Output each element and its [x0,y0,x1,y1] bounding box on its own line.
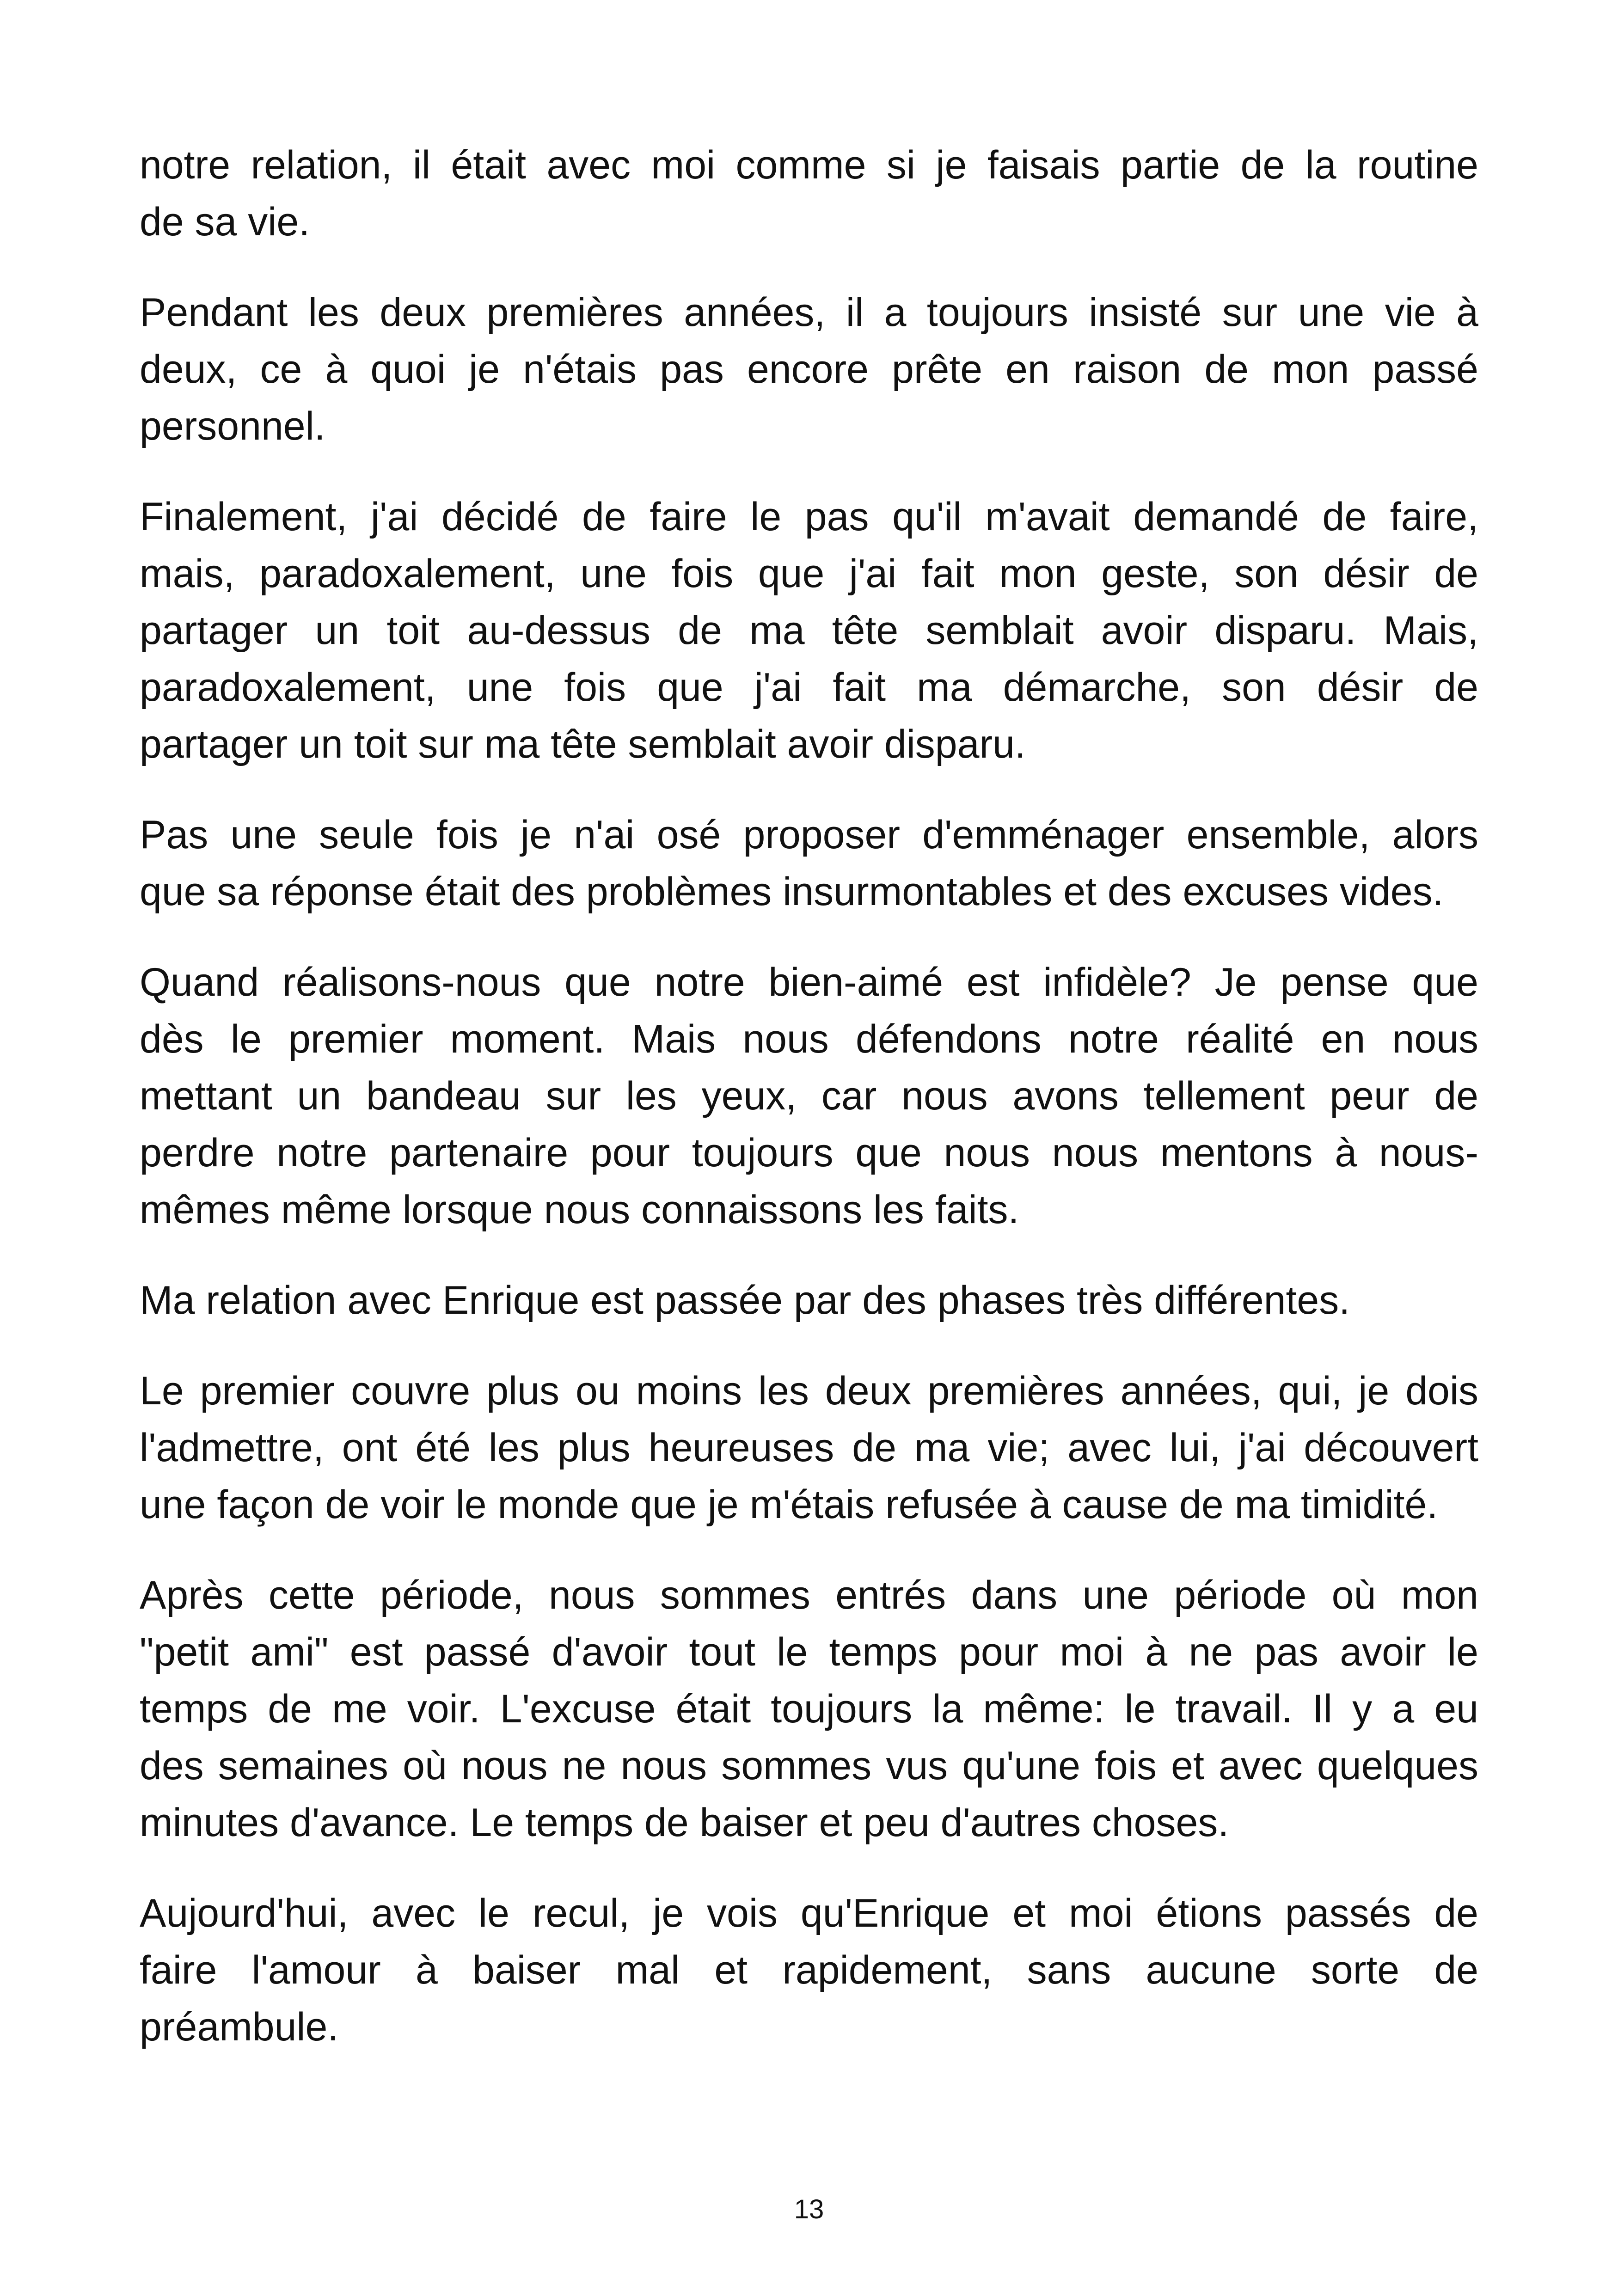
text-line: Pas une seule fois je n'ai osé proposer d'emménager ensemble, alors [140,813,1478,857]
text-line: l'admettre, ont été les plus heureuses de ma vie; avec lui, j'ai découvert [140,1426,1478,1470]
text-line: minutes d'avance. Le temps de baiser et peu d'autres choses. [140,1800,1229,1845]
paragraph [140,1363,1478,1533]
text-line: mais, paradoxalement, une fois que j'ai fait mon geste, son désir de [140,551,1478,596]
text-line: faire l'amour à baiser mal et rapidement, sans aucune sorte de [140,1948,1478,1992]
text-line: deux, ce à quoi je n'étais pas encore prête en raison de mon passé [140,347,1478,392]
text-line: des semaines où nous ne nous sommes vus qu'une fois et avec quelques [140,1744,1478,1788]
text-line: une façon de voir le monde que je m'étais refusée à cause de ma timidité. [140,1482,1438,1527]
text-line: notre relation, il était avec moi comme si je faisais partie de la routine [140,143,1478,187]
text-line: Après cette période, nous sommes entrés dans une période où mon [140,1573,1478,1617]
text-line: de sa vie. [140,200,310,244]
text-line: Le premier couvre plus ou moins les deux premières années, qui, je dois [140,1369,1478,1413]
text-line: dès le premier moment. Mais nous défendons notre réalité en nous [140,1017,1478,1061]
text-line: partager un toit sur ma tête semblait avoir disparu. [140,722,1026,766]
text-line: préambule. [140,2005,339,2049]
text-line: mêmes même lorsque nous connaissons les faits. [140,1188,1019,1232]
paragraph [140,1567,1478,1851]
paragraph [140,954,1478,1238]
paragraph [140,1885,1478,2056]
paragraph [140,137,1478,251]
text-line: que sa réponse était des problèmes insurmontables et des excuses vides. [140,869,1444,914]
paragraph [140,284,1478,455]
text-line: Finalement, j'ai décidé de faire le pas qu'il m'avait demandé de faire, [140,495,1478,539]
text-line: perdre notre partenaire pour toujours que nous nous mentons à nous- [140,1131,1478,1175]
text-line: partager un toit au-dessus de ma tête semblait avoir disparu. Mais, [140,608,1478,653]
page-number: 13 [794,2194,824,2224]
text-line: temps de me voir. L'excuse était toujours la même: le travail. Il y a eu [140,1687,1478,1731]
paragraph [140,807,1478,920]
text-line: Pendant les deux premières années, il a toujours insisté sur une vie à [140,290,1478,335]
text-line: "petit ami" est passé d'avoir tout le temps pour moi à ne pas avoir le [140,1630,1478,1674]
text-line: paradoxalement, une fois que j'ai fait ma démarche, son désir de [140,665,1478,710]
paragraph [140,1272,1478,1329]
text-line: Aujourd'hui, avec le recul, je vois qu'Enrique et moi étions passés de [140,1891,1478,1935]
text-line: Quand réalisons-nous que notre bien-aimé est infidèle? Je pense que [140,960,1478,1004]
text-line: personnel. [140,404,325,448]
text-line: Ma relation avec Enrique est passée par des phases très différentes. [140,1278,1350,1322]
body-text [140,137,1478,2089]
paragraph [140,489,1478,773]
text-line: mettant un bandeau sur les yeux, car nous avons tellement peur de [140,1074,1478,1118]
